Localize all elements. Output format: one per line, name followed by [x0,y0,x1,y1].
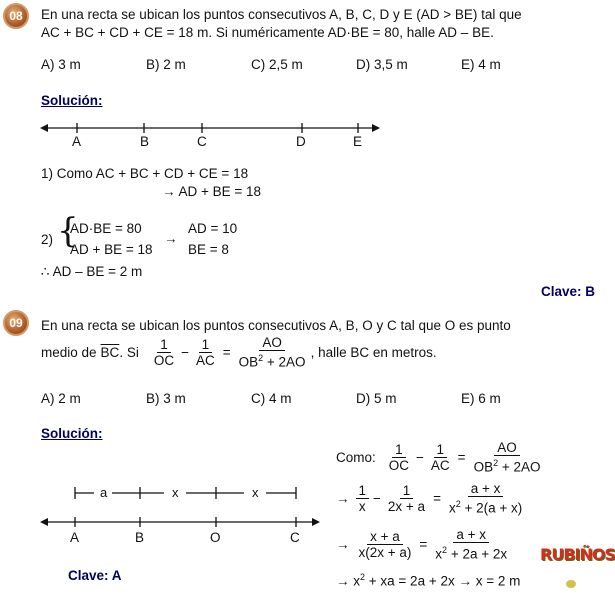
problem-statement-line: En una recta se ubican los puntos consecutivos A, B, C, D y E (AD > BE) tal que [41,7,522,22]
system-result: AD = 10 [188,221,238,236]
problem-statement-line: AC + BC + CD + CE = 18 m. Si numéricamente AD·BE = 80, halle AD – BE. [41,25,494,40]
point-label: A [72,134,82,149]
fraction: $\frac{AO}{OB^2 + 2AO}$ [238,335,306,370]
system-equation: AD·BE = 80 [70,221,142,236]
statement-text: . Si [119,344,139,360]
segment-diagram [40,482,320,532]
fraction: $\frac{1}{AC}$ [195,336,215,368]
answer-key: Clave: B [541,284,596,299]
problem-number-badge: 09 [3,310,29,336]
problem-number-badge: 08 [3,3,29,29]
conclusion: ∴ AD – BE = 2 m [41,264,143,279]
segment-label: x [172,485,179,500]
point-label: C [197,134,207,149]
solution-heading: Solución: [41,426,103,441]
option-b: B) 2 m [146,57,186,72]
point-label: A [70,530,80,545]
equation-line: → $x^2$ + xa = 2a + 2x → x = 2 m [336,572,521,589]
option-e: E) 6 m [461,391,501,406]
point-label: E [353,134,363,149]
equation-line: Como: $\frac{1}{OC}$ − $\frac{1}{AC}$ = $\frac{AO}{OB^2 + 2AO}$ [336,440,541,475]
option-c: C) 4 m [251,391,292,406]
system-result: BE = 8 [188,242,229,257]
option-e: E) 4 m [461,57,501,72]
option-a: A) 2 m [41,391,81,406]
arrow-icon: → [164,231,178,246]
problem-statement-line: En una recta se ubican los puntos consecutivos A, B, O y C tal que O es punto [41,318,511,333]
point-label: O [210,530,221,545]
point-label: D [296,134,306,149]
segment-bc: $\overline{BC}$ [100,344,120,360]
arrow-icon: → [336,490,350,506]
number-line-diagram [40,118,380,152]
option-d: D) 3,5 m [356,57,408,72]
statement-text: , halle BC en metros. [310,344,437,360]
arrow-icon: → [336,573,354,589]
point-label: B [140,134,150,149]
option-a: A) 3 m [41,57,81,72]
answer-key: Clave: A [68,568,122,583]
problem-statement-line: medio de $\overline{BC}$ . Si $\frac{1}{OC}$ − $\frac{1}{AC}$ = $\frac{AO}{OB^2 + 2AO}$ , halle BC en metros. [41,335,437,370]
point-label: C [290,530,300,545]
step-2-label: 2) [41,232,54,247]
option-c: C) 2,5 m [251,57,303,72]
logo-emblem-icon [566,580,576,588]
option-d: D) 5 m [356,391,397,406]
point-label: B [135,530,145,545]
solution-heading: Solución: [41,93,103,108]
option-b: B) 3 m [146,391,186,406]
segment-label: a [100,485,108,500]
step-1-result: → AD + BE = 18 [162,184,262,199]
segment-label: x [252,485,259,500]
system-equation: AD + BE = 18 [70,242,153,257]
rubinos-logo: RUBIÑOS [540,545,615,564]
equation-line: → $\frac{1}{x}$ − $\frac{1}{2x + a}$ = $\frac{a + x}{x^2 + 2(a + x)}$ [336,481,523,516]
statement-text: medio de [41,344,97,360]
step-1: 1) Como AC + BC + CD + CE = 18 [41,166,249,181]
arrow-icon: → [336,536,350,552]
equation-line: → $\frac{x + a}{x(2x + a)}$ = $\frac{a + x}{x^2 + 2a + 2x}$ [336,527,508,562]
system-brace: { [57,211,79,251]
fraction: $\frac{1}{OC}$ [153,336,175,368]
